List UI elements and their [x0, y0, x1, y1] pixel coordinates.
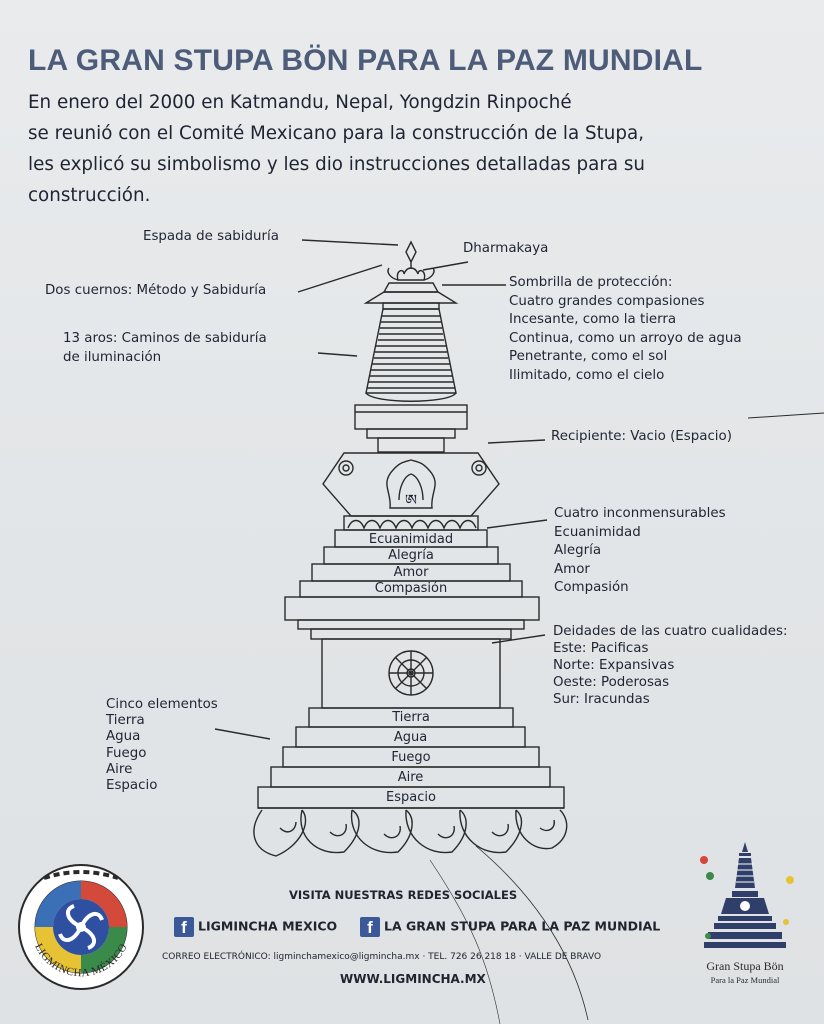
label-line: Compasión	[554, 580, 629, 595]
leader-aros	[318, 353, 357, 356]
stupa-umbrella	[366, 283, 456, 309]
ligmincha-logo	[14, 856, 148, 998]
leader-dharmakaya	[423, 262, 468, 270]
label-inconmensurables	[554, 505, 726, 598]
label-line: Deidades de las cuatro cualidades:	[553, 624, 788, 639]
label-sombrilla	[509, 274, 742, 385]
social-heading: VISITA NUESTRAS REDES SOCIALES	[289, 888, 518, 902]
label-deidades	[553, 623, 788, 708]
stupa-lotus-base	[254, 808, 567, 856]
stupa-level-alegria: Alegría	[388, 548, 434, 563]
label-line: Aire	[106, 761, 133, 777]
stupa-level-espacio: Espacio	[386, 790, 436, 805]
label-line: Continua, como un arroyo de agua	[509, 330, 742, 346]
label-line: Norte: Expansivas	[553, 658, 675, 673]
label-line: Ilimitado, como el cielo	[509, 367, 665, 383]
label-line: Ecuanimidad	[554, 524, 641, 540]
logo-text-path: LIGMINCHA MÉXICO	[32, 941, 130, 980]
label-line: Oeste: Poderosas	[553, 675, 670, 690]
label-line: Cinco elementos	[106, 697, 218, 712]
label-aros	[63, 330, 267, 367]
stupa-level-agua: Agua	[393, 730, 428, 745]
website-link[interactable]: WWW.LIGMINCHA.MX	[340, 972, 486, 986]
logo-line2: Para la Paz Mundial	[710, 975, 780, 985]
label-dharmakaya: Dharmakaya	[463, 241, 549, 256]
label-line: Penetrante, como el sol	[509, 349, 668, 364]
label-line: de iluminación	[63, 349, 162, 365]
label-recipiente: Recipiente: Vacio (Espacio)	[551, 429, 732, 444]
logo-line1: Gran Stupa Bön	[706, 959, 784, 973]
facebook-icon: f	[174, 917, 194, 937]
stupa-13-rings	[366, 309, 456, 401]
leader-recipiente	[488, 440, 545, 443]
stupa-level-amor: Amor	[393, 565, 429, 580]
label-line: Este: Pacificas	[553, 641, 649, 656]
facebook-icon: f	[360, 917, 380, 937]
label-elementos	[106, 697, 218, 794]
label-line: Cuatro inconmensurables	[554, 506, 726, 521]
scratch-line	[748, 413, 824, 418]
label-line: Agua	[106, 729, 141, 745]
facebook-link-ligmincha[interactable]	[174, 917, 337, 937]
scratch-mark	[430, 860, 500, 1024]
intro-line: En enero del 2000 en Katmandu, Nepal, Yongdzin Rinpoché	[28, 92, 572, 113]
contact-line: CORREO ELECTRÓNICO: ligminchamexico@ligmincha.mx · TEL. 726 26 218 18 · VALLE DE BRAVO	[162, 952, 602, 962]
stupa-receptacle	[355, 405, 467, 452]
leader-inconmensurables	[487, 520, 547, 528]
stupa-level-tierra: Tierra	[392, 710, 430, 725]
label-line: Incesante, como la tierra	[509, 312, 677, 327]
intro-line: les explicó su simbolismo y les dio instrucciones detalladas para su	[28, 154, 645, 175]
label-line: Amor	[554, 561, 590, 577]
intro-line: construcción.	[28, 185, 151, 206]
leader-elementos	[215, 729, 270, 739]
intro-line: se reunió con el Comité Mexicano para la construcción de la Stupa,	[28, 123, 645, 144]
label-cuernos: Dos cuernos: Método y Sabiduría	[45, 283, 267, 298]
label-line: Tierra	[106, 713, 145, 729]
page-title: LA GRAN STUPA BÖN PARA LA PAZ MUNDIAL	[28, 44, 703, 77]
facebook-link-label: LIGMINCHA MEXICO	[198, 918, 338, 934]
label-line: Alegría	[554, 543, 602, 558]
leader-espada	[302, 240, 398, 245]
stupa-level-fuego: Fuego	[391, 750, 431, 765]
label-line: Fuego	[106, 745, 147, 761]
facebook-link-stupa[interactable]	[360, 917, 660, 937]
label-espada: Espada de sabiduría	[143, 229, 279, 244]
label-line: 13 aros: Caminos de sabiduría	[63, 331, 267, 346]
stupa-level-compasion: Compasión	[374, 581, 448, 596]
stupa-throne	[322, 639, 500, 708]
facebook-link-label: LA GRAN STUPA PARA LA PAZ MUNDIAL	[384, 918, 661, 934]
stupa-level-ecuanimidad: Ecuanimidad	[368, 532, 454, 547]
stupa-level-aire: Aire	[397, 770, 424, 785]
label-line: Sombrilla de protección:	[509, 275, 673, 290]
gran-stupa-logo	[690, 836, 802, 986]
label-line: Cuatro grandes compasiones	[509, 293, 705, 309]
label-line: Sur: Iracundas	[553, 692, 650, 707]
label-line: Espacio	[106, 778, 158, 794]
leader-cuernos	[298, 265, 382, 292]
tibetan-syllable: ཨ	[404, 491, 417, 509]
stupa-pinnacle	[388, 242, 434, 280]
